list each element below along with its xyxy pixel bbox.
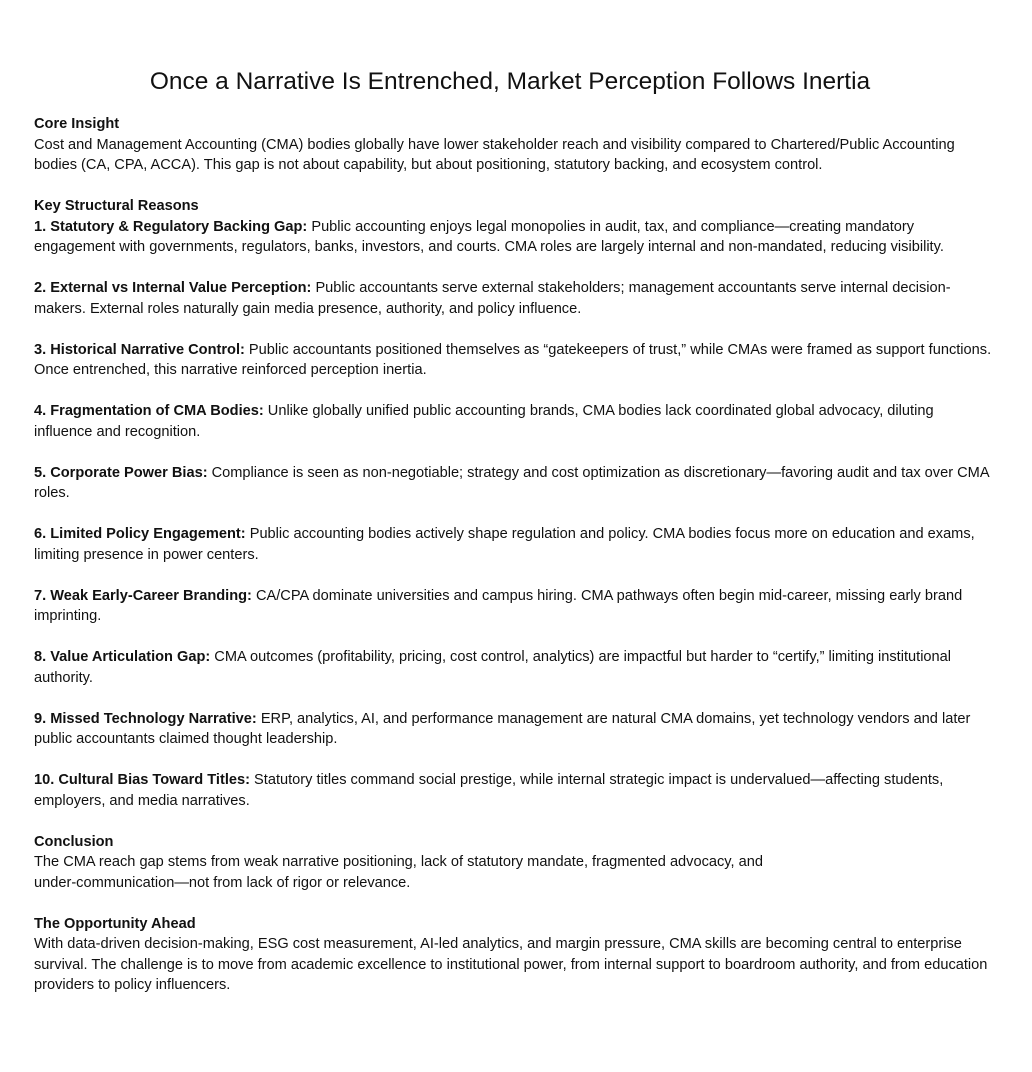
reason-item <box>34 586 994 627</box>
opportunity-heading: The Opportunity Ahead <box>34 915 196 932</box>
reason-item <box>34 401 994 442</box>
reason-title: 1. Statutory & Regulatory Backing Gap: <box>34 218 308 235</box>
reason-text: Statutory titles command social prestige, while internal strategic impact is undervalued—affecting students, employers, and media narratives. <box>34 772 944 809</box>
conclusion-section <box>34 832 994 894</box>
reason-text: CA/CPA dominate universities and campus hiring. CMA pathways often begin mid-career, missing early brand imprinting. <box>34 587 963 624</box>
reason-item <box>34 217 994 258</box>
reason-title: 7. Weak Early-Career Branding: <box>34 587 252 604</box>
conclusion-line: under-communication—not from lack of rigor or relevance. <box>34 874 411 891</box>
reason-text: Compliance is seen as non-negotiable; strategy and cost optimization as discretionary—favoring audit and tax over CMA roles. <box>34 464 989 501</box>
reason-item <box>34 524 994 565</box>
conclusion-heading: Conclusion <box>34 833 114 850</box>
reason-title: 5. Corporate Power Bias: <box>34 464 208 481</box>
reason-title: 6. Limited Policy Engagement: <box>34 526 246 542</box>
reason-text: Public accountants positioned themselves as “gatekeepers of trust,” while CMAs were framed as support functions. Once entrenched, this narrative reinforced perception inertia. <box>34 341 992 378</box>
reason-item <box>34 278 994 319</box>
reason-title: 3. Historical Narrative Control: <box>34 341 245 358</box>
reason-text: CMA outcomes (profitability, pricing, cost control, analytics) are impactful but harder to “certify,” limiting institutional authority. <box>34 649 952 686</box>
reason-title: 2. External vs Internal Value Perception: <box>34 280 312 296</box>
opportunity-section <box>34 914 994 996</box>
reason-text: Unlike globally unified public accounting brands, CMA bodies lack coordinated global advocacy, diluting influence and recognition. <box>34 403 934 440</box>
reason-title: 4. Fragmentation of CMA Bodies: <box>34 403 264 419</box>
reason-item <box>34 340 994 381</box>
document-title: Once a Narrative Is Entrenched, Market Perception Follows Inertia <box>149 68 871 95</box>
reason-text: ERP, analytics, AI, and performance management are natural CMA domains, yet technology vendors and later public accountants claimed thought leadership. <box>34 710 971 747</box>
reason-item <box>34 463 994 504</box>
opportunity-text: With data-driven decision-making, ESG cost measurement, AI-led analytics, and margin pressure, CMA skills are becoming central to enterprise survival. The challenge is to move from academic excellence to institutional power, from internal support to boardroom authority, and from education providers to policy influencers. <box>34 936 988 993</box>
core-insight-heading: Core Insight <box>34 116 120 132</box>
reason-item <box>34 770 994 811</box>
key-reasons-section <box>34 196 994 811</box>
reason-title: 8. Value Articulation Gap: <box>34 649 211 665</box>
reason-text: Public accounting bodies actively shape regulation and policy. CMA bodies focus more on education and exams, limiting presence in power centers. <box>34 526 975 563</box>
conclusion-line: The CMA reach gap stems from weak narrative positioning, lack of statutory mandate, fragmented advocacy, and <box>34 854 763 870</box>
reason-item <box>34 709 994 750</box>
key-reasons-heading: Key Structural Reasons <box>34 198 199 214</box>
core-insight-section <box>34 114 994 176</box>
reason-title: 9. Missed Technology Narrative: <box>34 710 257 727</box>
core-insight-text: Cost and Management Accounting (CMA) bodies globally have lower stakeholder reach and visibility compared to Chartered/Public Accounting bodies (CA, CPA, ACCA). This gap is not about capability, but about positioning, statutory backing, and ecosystem control. <box>34 136 955 173</box>
reason-text: Public accountants serve external stakeholders; management accountants serve internal decision-makers. External roles naturally gain media presence, authority, and policy influence. <box>34 280 951 317</box>
reason-title: 10. Cultural Bias Toward Titles: <box>34 772 250 788</box>
reason-item <box>34 647 994 688</box>
document-body <box>34 114 994 996</box>
reason-text: Public accounting enjoys legal monopolies in audit, tax, and compliance—creating mandatory engagement with governments, regulators, banks, investors, and courts. CMA roles are largely internal and non-mandated, reducing visibility. <box>34 218 944 255</box>
